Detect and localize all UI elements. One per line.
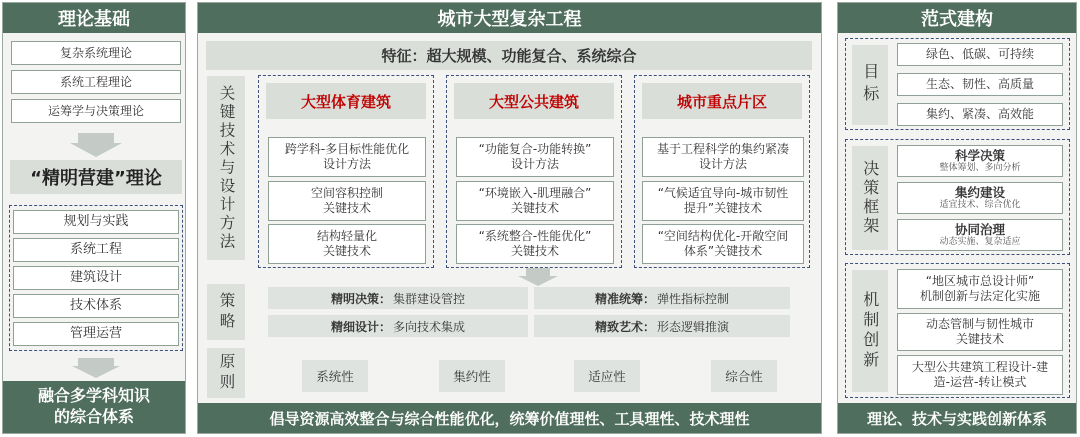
down-arrow-icon <box>78 133 114 143</box>
smart-build-item: 系统工程 <box>13 238 179 262</box>
goal-item: 绿色、低碳、可持续 <box>897 43 1063 66</box>
mechanism-label-text: 机制创新 <box>860 291 880 371</box>
decision-item <box>897 145 1063 177</box>
decision-item <box>897 219 1063 251</box>
left-header: 理论基础 <box>3 3 185 33</box>
smart-build-title: “精明营建”理论 <box>10 160 182 194</box>
strategy-item <box>534 287 790 309</box>
strategy-value: 形态逻辑推演 <box>657 319 730 334</box>
tech-label <box>207 76 245 260</box>
strategy-value: 弹性指标控制 <box>657 291 730 306</box>
smart-build-item: 建筑设计 <box>13 266 179 290</box>
decision-title: 协同治理 <box>954 221 1005 237</box>
strategy-key: 精细设计： <box>330 319 391 334</box>
right-footer: 理论、技术与实践创新体系 <box>838 403 1076 433</box>
smart-build-item: 管理运营 <box>13 322 179 346</box>
tech-item: 跨学科-多目标性能优化 设计方法 <box>268 137 426 177</box>
left-footer: 融合多学科知识 的综合体系 <box>3 381 185 433</box>
smart-build-item: 规划与实践 <box>13 210 179 234</box>
column-title: 城市重点片区 <box>642 83 802 119</box>
strategy-item <box>268 315 528 337</box>
down-arrow-icon <box>526 268 550 276</box>
center-header: 城市大型复杂工程 <box>198 3 821 33</box>
strategy-item <box>534 315 790 337</box>
theory-item: 运筹学与决策理论 <box>11 99 181 123</box>
strategy-item <box>268 287 528 309</box>
down-arrow-icon <box>78 358 114 366</box>
tech-item: “环境嵌入-肌理融合” 关键技术 <box>456 181 614 221</box>
decision-label-text: 决策框架 <box>860 160 880 236</box>
principle-item: 综合性 <box>711 360 777 392</box>
decision-title: 科学决策 <box>954 147 1005 163</box>
decision-sub: 适宜技术、综合优化 <box>939 200 1021 211</box>
theory-item: 系统工程理论 <box>11 70 181 94</box>
principle-item: 系统性 <box>302 360 368 392</box>
mechanism-label <box>852 270 888 392</box>
mechanism-item: “地区城市总设计师” 机制创新与法定化实施 <box>897 269 1063 309</box>
down-arrow-icon-head <box>70 143 122 157</box>
strategy-value: 集群建设管控 <box>393 291 466 306</box>
tech-item: 基于工程科学的集约紧凑 设计方法 <box>642 137 804 177</box>
strategy-key: 精致艺术： <box>594 319 655 334</box>
tech-item: “气候适宜导向-城市韧性 提升”关键技术 <box>642 181 804 221</box>
tech-item: 结构轻量化 关键技术 <box>268 224 426 264</box>
principle-item: 适应性 <box>574 360 640 392</box>
strategy-label <box>207 284 245 340</box>
tech-item: 空间容积控制 关键技术 <box>268 181 426 221</box>
mechanism-item: 大型公共建筑工程设计-建 造-运营-转让模式 <box>897 355 1063 395</box>
principle-label-text: 原则 <box>217 352 236 394</box>
strategy-key: 精准统筹： <box>594 291 655 306</box>
strategy-label-text: 策略 <box>217 291 236 333</box>
decision-title: 集约建设 <box>954 184 1005 200</box>
theory-item: 复杂系统理论 <box>11 41 181 65</box>
strategy-value: 多向技术集成 <box>393 319 466 334</box>
decision-sub: 整体筹划、多向分析 <box>939 163 1021 174</box>
goal-item: 集约、紧凑、高效能 <box>897 103 1063 126</box>
mechanism-item: 动态管制与韧性城市 关键技术 <box>897 313 1063 351</box>
feature-bar: 特征：超大规模、功能复合、系统综合 <box>206 41 812 70</box>
tech-item: “功能复合-功能转换” 设计方法 <box>456 137 614 177</box>
goal-label-text: 目标 <box>860 63 880 107</box>
smart-build-item: 技术体系 <box>13 294 179 318</box>
down-arrow-icon-head <box>518 276 558 286</box>
decision-sub: 动态实施、复杂适应 <box>939 237 1021 248</box>
down-arrow-icon-head <box>72 366 120 378</box>
right-header: 范式建构 <box>838 3 1076 33</box>
decision-item <box>897 182 1063 214</box>
goal-item: 生态、韧性、高质量 <box>897 73 1063 96</box>
column-title: 大型体育建筑 <box>266 83 426 119</box>
strategy-key: 精明决策： <box>330 291 391 306</box>
principle-label <box>207 348 245 398</box>
tech-item: “空间结构优化-开敞空间 体系”关键技术 <box>642 224 804 264</box>
tech-item: “系统整合-性能优化” 关键技术 <box>456 224 614 264</box>
column-title: 大型公共建筑 <box>454 83 614 119</box>
decision-label <box>852 146 888 250</box>
goal-label <box>852 45 888 125</box>
center-footer: 倡导资源高效整合与综合性能优化，统筹价值理性、工具理性、技术理性 <box>198 403 821 433</box>
principle-item: 集约性 <box>439 360 505 392</box>
tech-label-text: 关键技术与设计方法 <box>217 84 236 252</box>
